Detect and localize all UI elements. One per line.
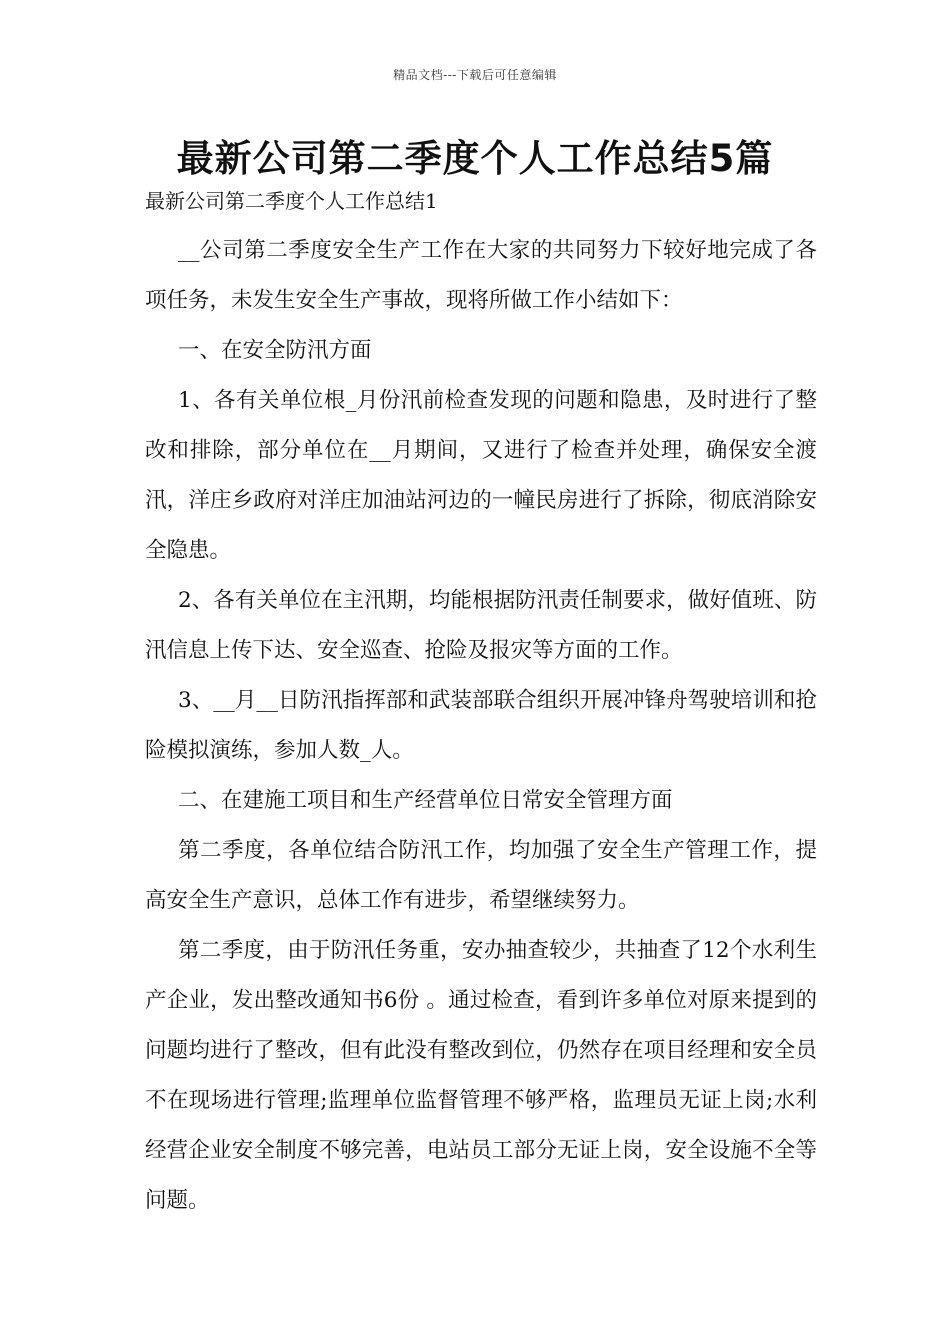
document-subtitle: 最新公司第二季度个人工作总结1 [145,189,438,213]
paragraph-item-3: 3、__月__日防汛指挥部和武装部联合组织开展冲锋舟驾驶培训和抢险模拟演练，参加人数_人。 [145,688,817,763]
document-body [145,226,817,1226]
document-title: 最新公司第二季度个人工作总结5篇 [176,137,774,180]
paragraph-quarter-summary: 第二季度，各单位结合防汛工作，均加强了安全生产管理工作，提高安全生产意识，总体工作有进步，希望继续努力。 [145,838,817,913]
paragraph-inspection-details: 第二季度，由于防汛任务重，安办抽查较少，共抽查了12个水利生产企业，发出整改通知书6份 。通过检查，看到许多单位对原来提到的问题均进行了整改，但有此没有整改到位，仍然存在项目经理和安全员不在现场进行管理;监理单位监督管理不够严格，监理员无证上岗;水利经营企业安全制度不够完善，电站员工部分无证上岗，安全设施不全等问题。 [145,938,817,1213]
header-note: 精品文档---下载后可任意编辑 [393,68,557,82]
section-heading-construction-safety: 二、在建施工项目和生产经营单位日常安全管理方面 [178,788,673,813]
section-heading-flood-safety: 一、在安全防汛方面 [178,338,372,363]
paragraph-intro: __公司第二季度安全生产工作在大家的共同努力下较好地完成了各项任务，未发生安全生产事故，现将所做工作小结如下： [145,238,817,313]
paragraph-item-2: 2、各有关单位在主汛期，均能根据防汛责任制要求，做好值班、防汛信息上传下达、安全巡查、抢险及报灾等方面的工作。 [145,588,817,663]
paragraph-item-1: 1、各有关单位根_月份汛前检查发现的问题和隐患，及时进行了整改和排除，部分单位在__月期间，又进行了检查并处理，确保安全渡汛，洋庄乡政府对洋庄加油站河边的一幢民房进行了拆除，彻底消除安全隐患。 [145,388,817,563]
